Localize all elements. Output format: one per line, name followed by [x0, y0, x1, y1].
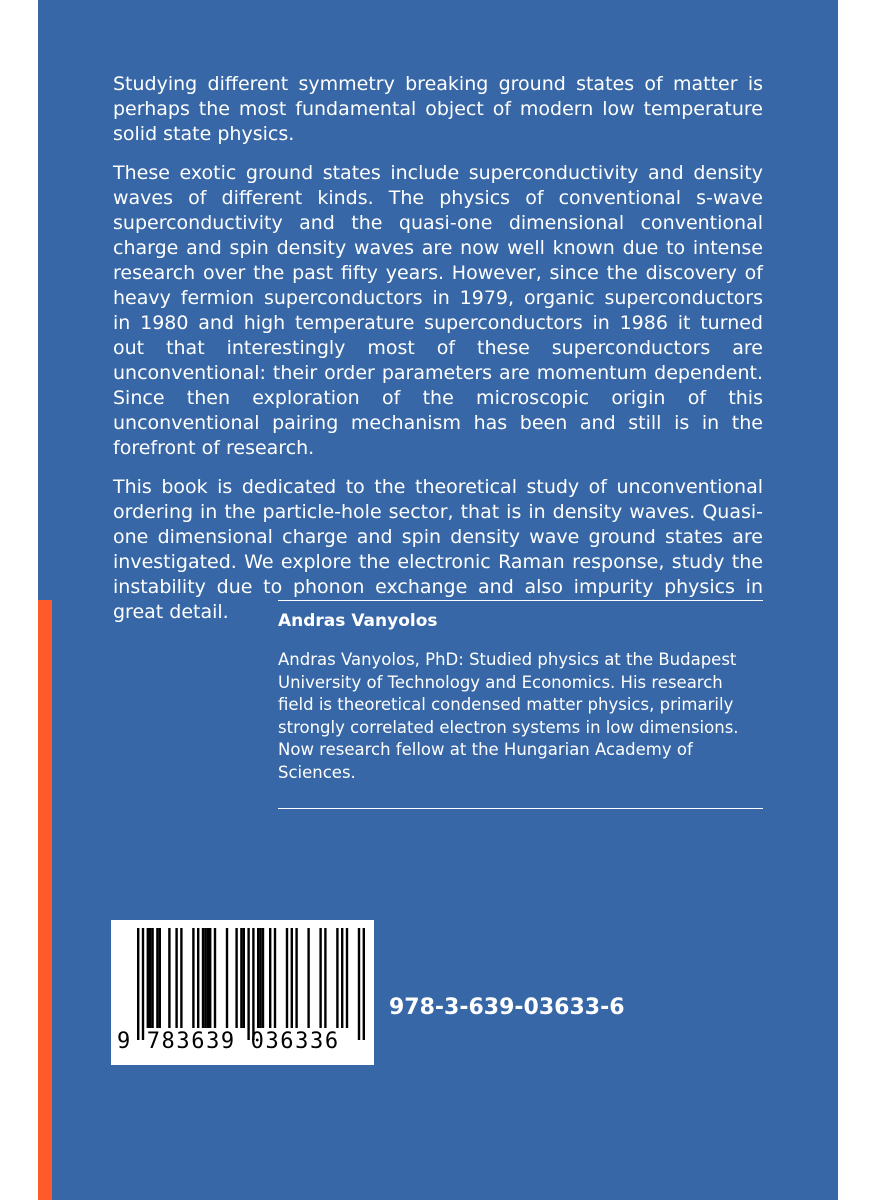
barcode-digits: 9 783639 036336 [117, 1029, 340, 1054]
barcode [111, 920, 374, 1065]
barcode-bar [346, 928, 348, 1028]
isbn: 978-3-639-03633-6 [389, 995, 625, 1020]
barcode-bar [286, 928, 288, 1028]
barcode-bar [363, 928, 365, 1040]
barcode-bar [259, 928, 261, 1028]
barcode-bar [156, 928, 158, 1028]
barcode-bar [226, 928, 228, 1028]
barcode-bar [235, 928, 237, 1028]
barcode-bar [137, 928, 139, 1040]
barcode-bar [252, 928, 254, 1040]
blurb-paragraph-2: These exotic ground states include superconductivity and density waves of different kinds. The physics of conventional s-wave superconductivity and the quasi-one dimensional conventional charge and spin density waves are now well known due to intense research over the past fifty years. However, since the discovery of heavy fermion superconductors in 1979, organic superconductors in 1980 and high temperature superconductors in 1986 it turned out that interestingly most of these superconductors are unconventional: their order parameters are momentum dependent. Since then exploration of the microscopic origin of this unconventional pairing mechanism has been and still is in the forefront of research. [113, 162, 763, 459]
blurb-paragraph-1: Studying different symmetry breaking ground states of matter is perhaps the most fundamental object of modern low temperature solid state physics. [113, 73, 763, 145]
barcode-bar [295, 928, 297, 1028]
bottom-divider [278, 808, 763, 809]
barcode-bar [180, 928, 182, 1028]
barcode-bar [257, 928, 259, 1028]
barcode-bar [209, 928, 211, 1028]
barcode-bar [151, 928, 153, 1028]
barcode-bar [159, 928, 161, 1028]
barcode-bar [142, 928, 144, 1040]
barcode-bar [336, 928, 338, 1028]
blurb [113, 72, 763, 639]
barcode-bar [262, 928, 264, 1028]
back-cover [38, 0, 838, 1200]
barcode-bar [269, 928, 271, 1028]
blurb-paragraph-3: This book is dedicated to the theoretical study of unconventional ordering in the particle-hole sector, that is in density waves. Quasi-one dimensional charge and spin density wave ground states are investigated. We explore the electronic Raman response, study the instability due to phonon exchange and also impurity physics in great detail. [113, 476, 763, 623]
barcode-bar [175, 928, 177, 1028]
barcode-bar [214, 928, 216, 1028]
barcode-bar [168, 928, 170, 1028]
accent-strip [38, 600, 52, 1200]
barcode-bar [247, 928, 249, 1040]
barcode-bar [324, 928, 326, 1028]
barcode-bar [202, 928, 204, 1028]
barcode-bar [341, 928, 343, 1028]
barcode-bar [197, 928, 199, 1028]
barcode-bar [204, 928, 206, 1028]
barcode-bar [149, 928, 151, 1028]
barcode-bar [240, 928, 242, 1028]
author-bio: Andras Vanyolos, PhD: Studied physics at the Budapest University of Technology and Economics. His research field is theoretical condensed matter physics, primarily strongly correlated electron systems in low dimensions. Now research fellow at the Hungarian Academy of Sciences. [278, 650, 739, 782]
top-divider [278, 600, 763, 601]
barcode-bar [243, 928, 245, 1028]
barcode-bar [319, 928, 321, 1028]
barcode-bar [147, 928, 149, 1028]
author-name: Andras Vanyolos [278, 611, 438, 631]
barcode-bar [307, 928, 309, 1028]
barcode-bar [192, 928, 194, 1028]
barcode-bar [291, 928, 293, 1028]
barcode-bar [207, 928, 209, 1028]
barcode-bar [358, 928, 360, 1040]
barcode-bar [274, 928, 276, 1028]
